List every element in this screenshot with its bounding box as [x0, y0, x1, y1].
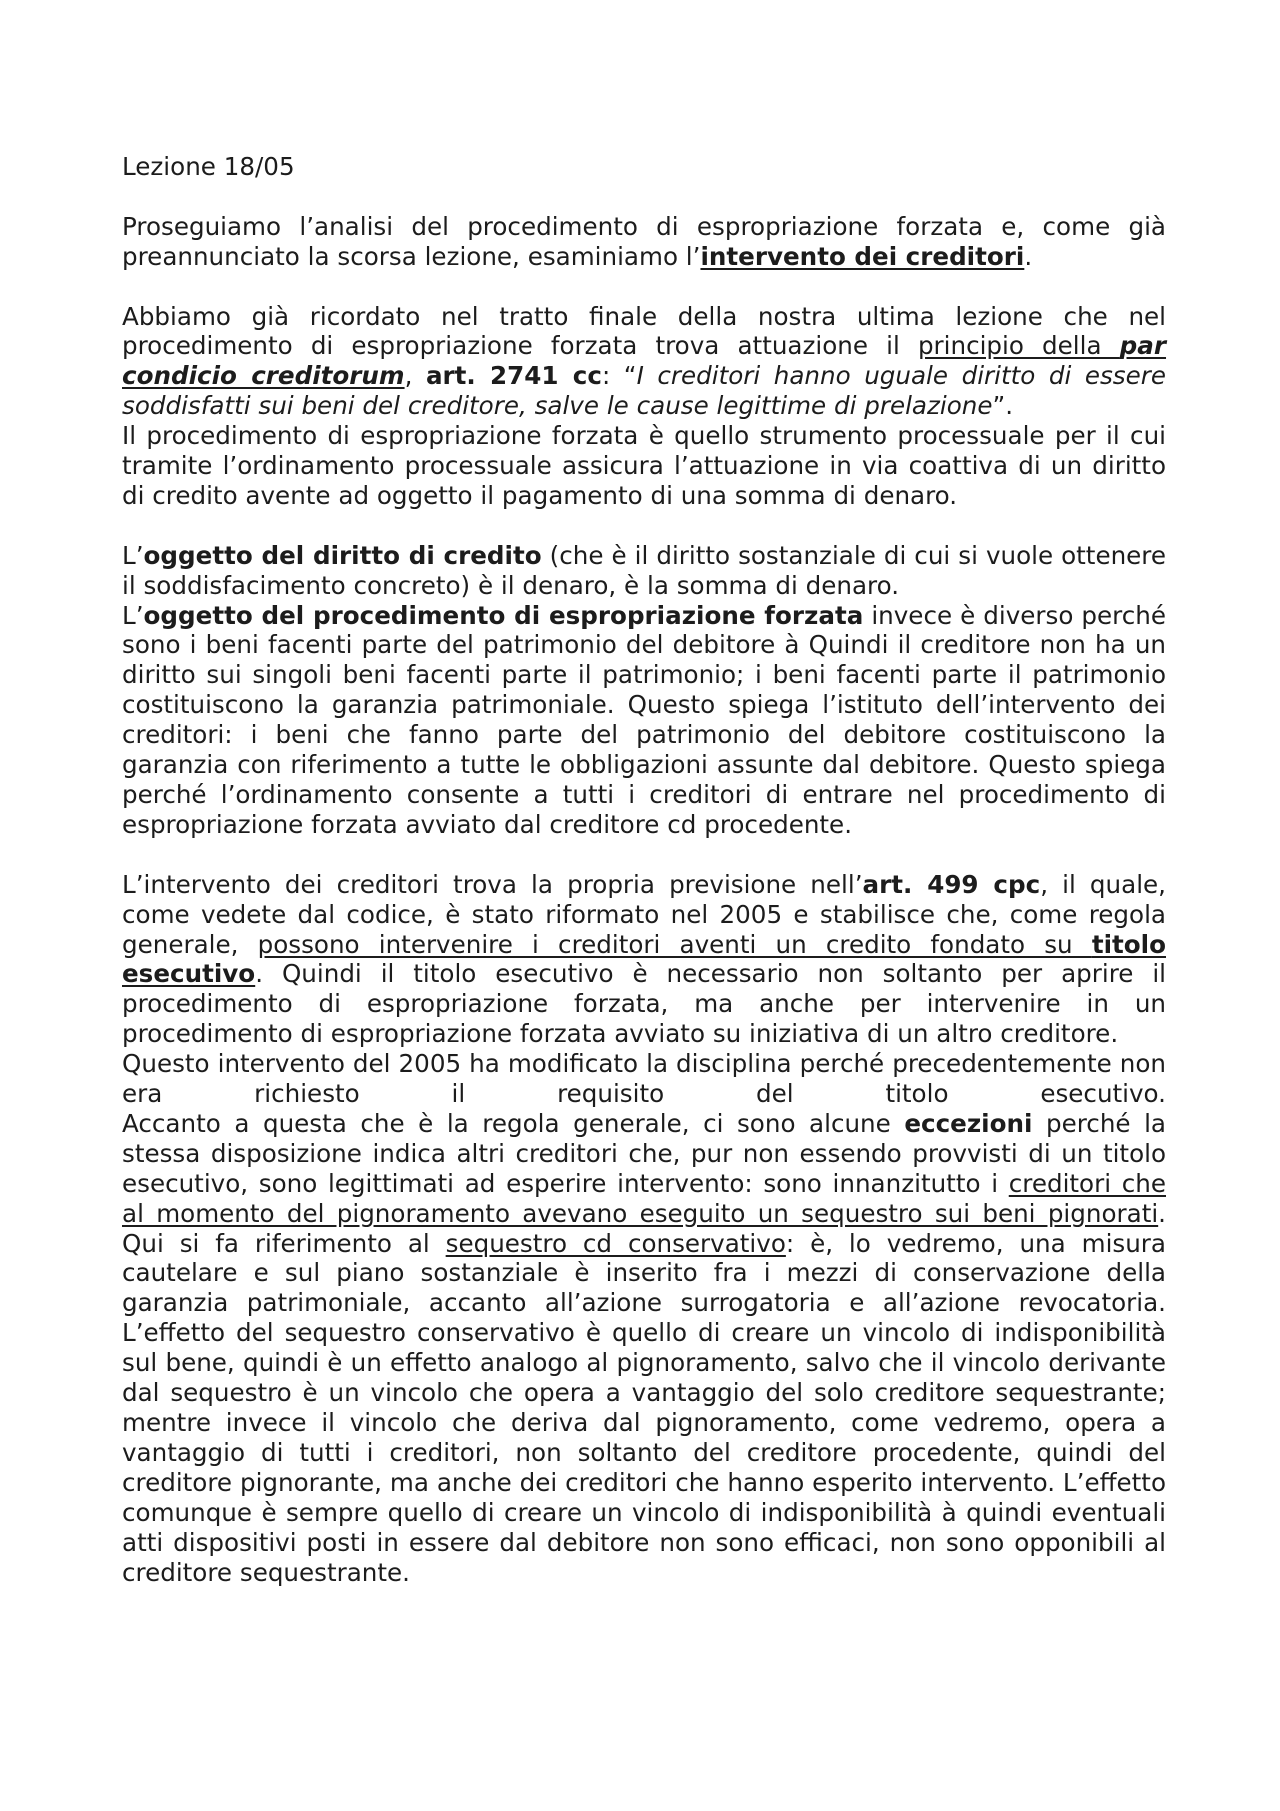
lesson-title: Lezione 18/05: [122, 152, 295, 181]
paragraph-intro: Proseguiamo l’analisi del procedimento di espropriazione forzata e, come già preannunciato la scorsa lezione, esaminiamo l’intervento dei creditori.: [122, 211, 1166, 271]
bold-term: oggetto del procedimento di espropriazione forzata: [143, 600, 864, 630]
paragraph-par-condicio: Abbiamo già ricordato nel tratto finale della nostra ultima lezione che nel procedimento di espropriazione forzata trova attuazione il principio della par condicio creditorum, art. 2741 cc: “I creditori hanno uguale diritto di essere soddisfatti sui beni del creditore, salve le cause legittime di prelazione”.: [122, 301, 1167, 421]
underlined-phrase: creditori che al momento del pignoramento avevano eseguito un sequestro sui beni pignorati: [122, 1168, 1166, 1228]
paragraph-reform-2005: Questo intervento del 2005 ha modificato la disciplina perché precedentemente non era richiesto il requisito del titolo esecutivo.: [122, 1049, 1166, 1109]
bold-term: oggetto del diritto di credito: [143, 540, 542, 570]
underlined-principle: principio della par condicio creditorum: [122, 331, 1167, 391]
paragraph-procedure-object: L’oggetto del procedimento di espropriazione forzata invece è diverso perché sono i beni facenti parte del patrimonio del debitore à Quindi il creditore non ha un diritto sui singoli beni facenti parte il patrimonio; i beni facenti parte il patrimonio costituiscono la garanzia patrimoniale. Questo spiega l’istituto dell’intervento dei creditori: i beni che fanno parte del patrimonio del debitore costituiscono la garanzia con riferimento a tutte le obbligazioni assunte dal debitore. Questo spiega perché l’ordinamento consente a tutti i creditori di entrare nel procedimento di espropriazione forzata avviato dal creditore cd procedente.: [122, 600, 1166, 839]
paragraph-exceptions: Accanto a questa che è la regola generale, ci sono alcune eccezioni perché la stessa disposizione indica altri creditori che, pur non essendo provvisti di un titolo esecutivo, sono legittimati ad esperire intervento: sono innanzitutto i creditori che al momento del pignoramento avevano eseguito un sequestro sui beni pignorati. Qui si fa riferimento al sequestro cd conservativo: è, lo vedremo, una misura cautelare e sul piano sostanziale è inserito fra i mezzi di conservazione della garanzia patrimoniale, accanto all’azione surrogatoria e all’azione revocatoria. L’effetto del sequestro conservativo è quello di creare un vincolo di indisponibilità sul bene, quindi è un effetto analogo al pignoramento, salvo che il vincolo derivante dal sequestro è un vincolo che opera a vantaggio del solo creditore sequestrante; mentre invece il vincolo che deriva dal pignoramento, come vedremo, opera a vantaggio di tutti i creditori, non soltanto del creditore procedente, quindi del creditore pignorante, ma anche dei creditori che hanno esperito intervento. L’effetto comunque è sempre quello di creare un vincolo di indisponibilità à quindi eventuali atti dispositivi posti in essere dal debitore non sono efficaci, non sono opponibili al creditore sequestrante.: [122, 1108, 1166, 1587]
paragraph-credit-object: L’oggetto del diritto di credito (che è il diritto sostanziale di cui si vuole ottenere il soddisfacimento concreto) è il denaro, è la somma di denaro.: [122, 540, 1166, 600]
article-reference: art. 2741 cc: [425, 361, 602, 391]
underlined-rule: possono intervenire i creditori aventi un credito fondato su titolo esecutivo: [122, 929, 1166, 989]
underlined-bold-term: intervento dei creditori: [700, 241, 1025, 271]
quoted-article-text: I creditori hanno uguale diritto di essere soddisfatti sui beni del creditore, salve le cause legittime di prelazione: [122, 361, 1166, 421]
document-page: [122, 152, 1166, 1587]
paragraph-procedure-definition: Il procedimento di espropriazione forzata è quello strumento processuale per il cui tramite l’ordinamento processuale assicura l’attuazione in via coattiva di un diritto di credito avente ad oggetto il pagamento di una somma di denaro.: [122, 421, 1166, 510]
bold-term: eccezioni: [904, 1108, 1033, 1138]
underlined-phrase: sequestro cd conservativo: [445, 1228, 786, 1258]
article-reference: art. 499 cpc: [862, 869, 1041, 899]
paragraph-art-499: L’intervento dei creditori trova la propria previsione nell’art. 499 cpc, il quale, come vedete dal codice, è stato riformato nel 2005 e stabilisce che, come regola generale, possono intervenire i creditori aventi un credito fondato su titolo esecutivo. Quindi il titolo esecutivo è necessario non soltanto per aprire il procedimento di espropriazione forzata, ma anche per intervenire in un procedimento di espropriazione forzata avviato su iniziativa di un altro creditore.: [122, 869, 1166, 1049]
